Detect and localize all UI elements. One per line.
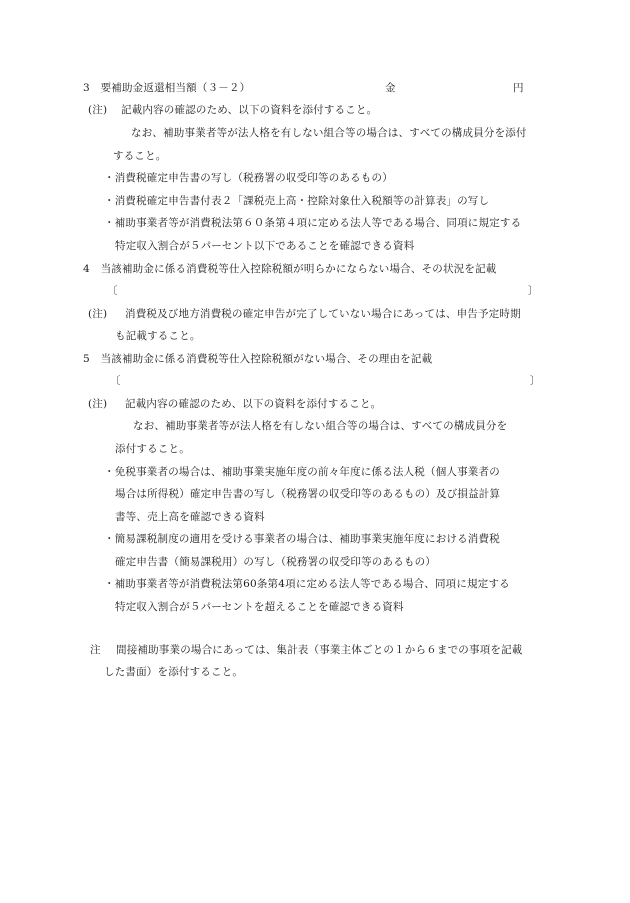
section4-note-label: (注) — [88, 308, 108, 320]
section3-bullet-2: ・消費税確定申告書付表２「課税売上高・控除対象仕入税額等の計算表」の写し — [104, 195, 490, 207]
section5-bullet-1: ・免税事業者の場合は、補助事業実施年度の前々年度に係る法人税（個人事業者の — [104, 466, 500, 478]
section5-bullet-3-cont: 特定収入割合が５パーセントを超えることを確認できる資料 — [115, 601, 404, 613]
section4-bracket-close: 〕 — [528, 285, 539, 297]
section5-note-cont2: 添付すること。 — [115, 443, 190, 455]
section5-note-cont1: なお、補助事業者等が法人格を有しない組合等の場合は、すべての構成員分を — [133, 420, 508, 432]
section4-heading: 4 当該補助金に係る消費税等仕入控除税額が明らかにならない場合、その状況を記載 — [83, 263, 497, 275]
section5-bullet-2-cont: 確定申告書（簡易課税用）の写し（税務署の収受印等のあるもの） — [115, 556, 436, 568]
section3-bullet-1: ・消費税確定申告書の写し（税務署の収受印等のあるもの） — [104, 172, 393, 184]
section4-note-cont: も記載すること。 — [115, 330, 201, 342]
footnote-label: 注 — [90, 644, 101, 656]
section3-bullet-3: ・補助事業者等が消費税法第６０条第４項に定める法人等である場合、同項に規定する — [104, 217, 522, 229]
footnote-text: 間接補助事業の場合にあっては、集計表（事業主体ごとの１から６までの事項を記載 — [116, 644, 523, 656]
section3-note-label: (注) — [88, 104, 108, 116]
section3-note-cont2: すること。 — [113, 150, 167, 162]
section3-heading: 3 要補助金返還相当額（３－２） — [83, 82, 251, 94]
section5-heading: 5 当該補助金に係る消費税等仕入控除税額がない場合、その理由を記載 — [83, 353, 433, 365]
section5-bullet-1-cont2: 書等、売上高を確認できる資料 — [115, 511, 265, 523]
section5-bullet-2: ・簡易課税制度の適用を受ける事業者の場合は、補助事業実施年度における消費税 — [104, 533, 500, 545]
footnote-cont: した書面）を添付すること。 — [104, 666, 244, 678]
section5-bracket-close: 〕 — [530, 375, 541, 387]
section5-note-label: (注) — [88, 398, 108, 410]
section4-note-text: 消費税及び地方消費税の確定申告が完了していない場合にあっては、申告予定時期 — [125, 308, 521, 320]
section5-bracket-open: 〔 — [110, 375, 121, 387]
section5-note-text: 記載内容の確認のため、以下の資料を添付すること。 — [125, 398, 382, 410]
section3-bullet-3-cont: 特定収入割合が５パーセント以下であることを確認できる資料 — [115, 240, 415, 252]
section4-bracket-open: 〔 — [107, 285, 118, 297]
section5-bullet-3: ・補助事業者等が消費税法第60条第4項に定める法人等である場合、同項に規定する — [104, 578, 510, 590]
amount-yen-label: 円 — [513, 82, 524, 94]
amount-kin-label: 金 — [385, 82, 396, 94]
section5-bullet-1-cont1: 場合は所得税）確定申告書の写し（税務署の収受印等のあるもの）及び損益計算 — [115, 488, 501, 500]
section3-note-cont1: なお、補助事業者等が法人格を有しない組合等の場合は、すべての構成員分を添付 — [131, 127, 527, 139]
section3-note-text: 記載内容の確認のため、以下の資料を添付すること。 — [121, 104, 378, 116]
